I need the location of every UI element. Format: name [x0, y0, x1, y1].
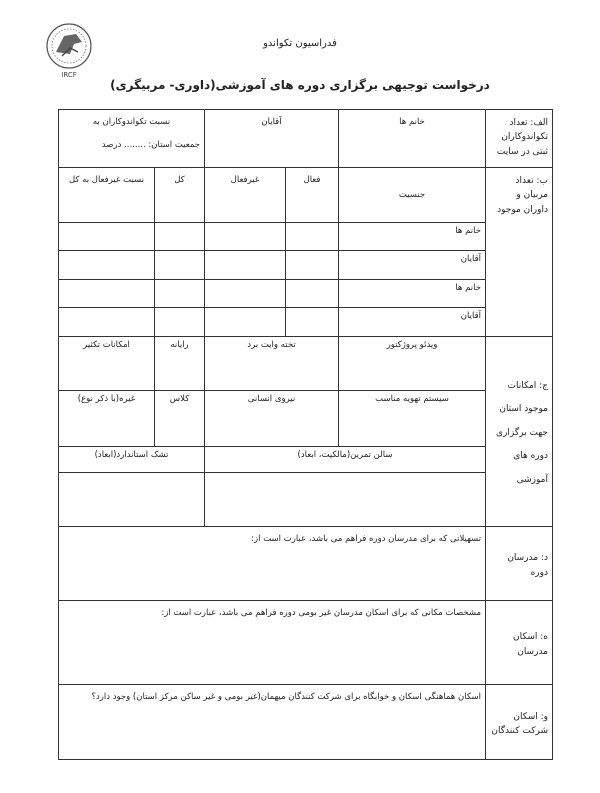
section-e-prompt: مشخصات مکانی که برای اسکان مدرسان غیر بومی دوره فراهم می باشد، عبارت است از:: [161, 608, 481, 618]
section-d-prompt: تسهیلاتی که برای مدرسان دوره فراهم می باشد، عبارت است از:: [251, 534, 481, 544]
coaches-men-active[interactable]: [286, 251, 339, 280]
referees-men-total[interactable]: [155, 308, 205, 337]
svg-text:IRCF: IRCF: [61, 71, 77, 79]
section-a-men[interactable]: آقایان: [205, 110, 339, 168]
section-e-field[interactable]: [59, 601, 486, 685]
referees-men-inactive[interactable]: [205, 308, 286, 337]
section-d-field[interactable]: [59, 527, 486, 601]
coaches-women-ratio[interactable]: [59, 223, 155, 251]
coaches-women-active[interactable]: [286, 223, 339, 251]
facility-classroom[interactable]: کلاس: [155, 391, 205, 447]
facility-projector[interactable]: ویدئو پروژکتور: [339, 337, 486, 391]
section-f-field[interactable]: [59, 685, 486, 760]
header-inactive: غیرفعال: [205, 168, 286, 223]
training-hall-input[interactable]: [205, 473, 486, 527]
facility-computer[interactable]: رایانه: [155, 337, 205, 391]
referees-men-ratio[interactable]: [59, 308, 155, 337]
referees-women-active[interactable]: [286, 280, 339, 308]
section-e-label: ه: اسکان مدرسان: [486, 601, 553, 685]
coaches-women-label: خانم ها: [339, 223, 486, 251]
section-f-prompt: اسکان هماهنگی اسکان و خوابگاه برای شرکت کنندگان میهمان(غیر بومی و غیر ساکن مرکز استان) وجود دارد؟: [91, 692, 481, 702]
facility-training-hall: سالن تمرین(مالکیت، ابعاد): [205, 447, 486, 473]
standard-mat-input[interactable]: [59, 473, 205, 527]
coaches-men-label: آقایان: [339, 251, 486, 280]
section-a-ratio[interactable]: [59, 110, 205, 168]
facility-standard-mat: تشک استاندارد(ابعاد): [59, 447, 205, 473]
facility-other[interactable]: غیره(با ذکر نوع): [59, 391, 155, 447]
ratio-label: نسبت تکواندوکاران به: [92, 117, 171, 127]
header-gender: جنسیت: [339, 168, 486, 223]
coaches-men-total[interactable]: [155, 251, 205, 280]
referees-women-ratio[interactable]: [59, 280, 155, 308]
ratio-population: جمعیت استان: ........ درصد: [101, 139, 200, 150]
federation-name: فدراسیون تکواندو: [263, 38, 337, 49]
coaches-women-total[interactable]: [155, 223, 205, 251]
section-b-label: ب: تعداد مربیان و داوران موجود: [486, 168, 553, 337]
request-form: [58, 109, 553, 760]
facility-staff[interactable]: نیروی انسانی: [205, 391, 339, 447]
header-total: کل: [155, 168, 205, 223]
section-a-label: الف: تعداد تکواندوکاران ثبتی در سایت: [486, 110, 553, 168]
facility-copying[interactable]: امکانات تکثیر: [59, 337, 155, 391]
header-active: فعال: [286, 168, 339, 223]
section-d-label: د: مدرسان دوره: [486, 527, 553, 601]
referees-women-total[interactable]: [155, 280, 205, 308]
referees-women-inactive[interactable]: [205, 280, 286, 308]
coaches-men-inactive[interactable]: [205, 251, 286, 280]
coaches-men-ratio[interactable]: [59, 251, 155, 280]
page-title: درخواست توجیهی برگزاری دوره های آموزشی(داوری- مربیگری): [110, 78, 490, 92]
coaches-women-inactive[interactable]: [205, 223, 286, 251]
referees-men-active[interactable]: [286, 308, 339, 337]
facility-ventilation[interactable]: سیستم تهویه مناسب: [339, 391, 486, 447]
section-c-label: ج: امکانات موجود استان جهت برگزاری دوره های آموزشی: [486, 337, 553, 527]
header-ratio: نسبت غیرفعال به کل: [59, 168, 155, 223]
section-a-women[interactable]: خانم ها: [339, 110, 486, 168]
section-f-label: و: اسکان شرکت کنندگان: [486, 685, 553, 760]
referees-women-label: خانم ها: [339, 280, 486, 308]
federation-logo: [40, 18, 98, 80]
referees-men-label: آقایان: [339, 308, 486, 337]
facility-whiteboard[interactable]: تخته وایت برد: [205, 337, 339, 391]
